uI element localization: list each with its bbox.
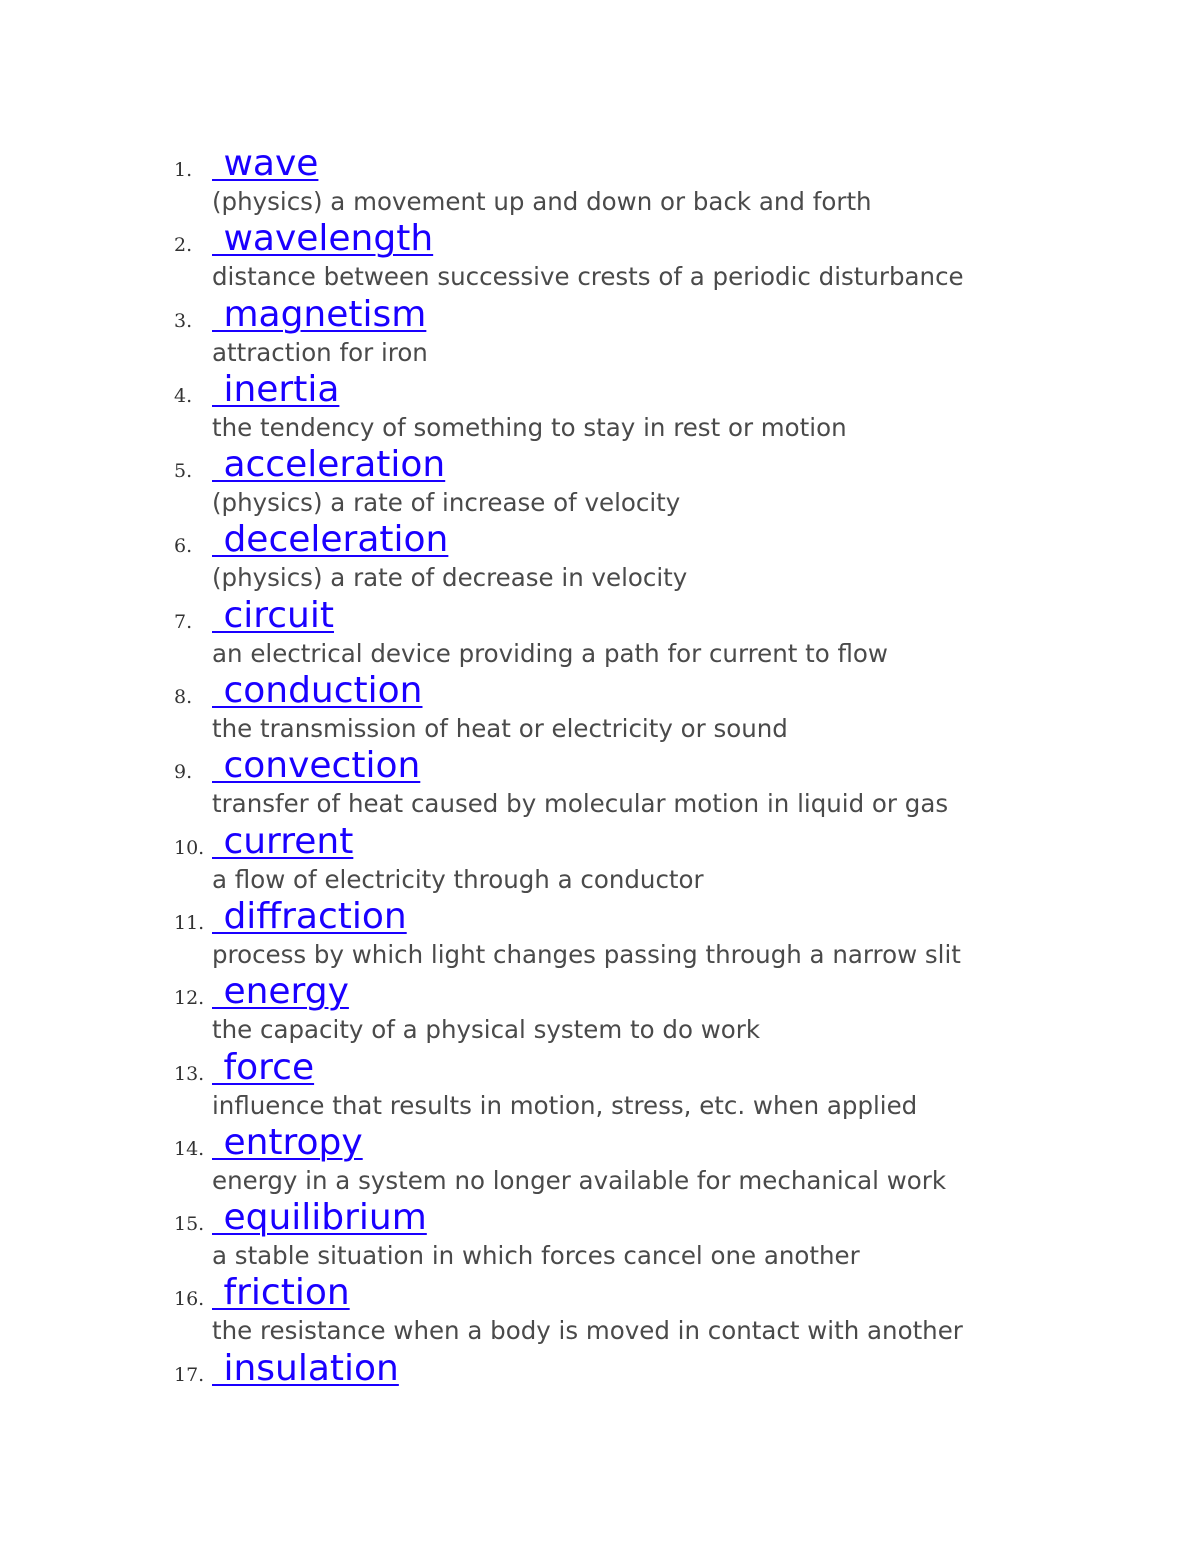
- term-definition: energy in a system no longer available for mechanical work: [212, 1165, 947, 1195]
- item-number: 15.: [174, 1213, 205, 1236]
- item-number: 16.: [174, 1288, 205, 1311]
- term-link[interactable]: force: [212, 1046, 315, 1088]
- term-definition: a stable situation in which forces cancel one another: [212, 1241, 860, 1271]
- term-definition: (physics) a movement up and down or back and forth: [212, 187, 872, 216]
- term-definition: process by which light changes passing through a narrow slit: [212, 939, 961, 969]
- list-item-14: [0, 1122, 1200, 1197]
- term-definition: the transmission of heat or electricity or sound: [212, 714, 788, 744]
- term-link[interactable]: wavelength: [212, 218, 434, 260]
- term-definition: the tendency of something to stay in rest or motion: [212, 412, 847, 442]
- list-item-5: [0, 444, 1200, 519]
- term-link[interactable]: acceleration: [212, 444, 446, 486]
- term-link[interactable]: equilibrium: [212, 1197, 427, 1239]
- list-item-10: [0, 821, 1200, 896]
- item-number: 4.: [174, 384, 193, 407]
- list-item-4: [0, 369, 1200, 444]
- list-item-13: [0, 1047, 1200, 1122]
- term-definition: distance between successive crests of a periodic disturbance: [212, 262, 964, 292]
- term-link[interactable]: diffraction: [212, 895, 407, 937]
- term-definition: (physics) a rate of decrease in velocity: [212, 563, 688, 593]
- list-item-2: [0, 218, 1200, 293]
- term-definition: the resistance when a body is moved in contact with another: [212, 1316, 963, 1346]
- list-item-9: [0, 745, 1200, 820]
- item-number: 11.: [174, 911, 205, 934]
- item-number: 6.: [174, 535, 193, 558]
- list-item-3: [0, 294, 1200, 369]
- item-number: 13.: [174, 1062, 205, 1085]
- list-item-16: [0, 1272, 1200, 1347]
- term-link[interactable]: current: [212, 820, 354, 862]
- term-link[interactable]: energy: [212, 971, 349, 1013]
- item-number: 5.: [174, 460, 193, 483]
- term-link[interactable]: conduction: [212, 670, 423, 712]
- list-item-1: [0, 143, 1200, 218]
- term-link[interactable]: wave: [212, 143, 319, 184]
- term-link[interactable]: convection: [212, 745, 421, 787]
- item-number: 1.: [174, 159, 193, 181]
- item-number: 12.: [174, 987, 205, 1010]
- item-number: 3.: [174, 309, 193, 332]
- term-definition: an electrical device providing a path for current to flow: [212, 638, 888, 668]
- term-definition: (physics) a rate of increase of velocity: [212, 488, 681, 518]
- term-definition: influence that results in motion, stress, etc. when applied: [212, 1090, 918, 1120]
- item-number: 8.: [174, 686, 193, 709]
- term-definition: the capacity of a physical system to do work: [212, 1015, 761, 1045]
- term-link[interactable]: entropy: [212, 1121, 363, 1163]
- vocabulary-list: [0, 143, 1200, 1423]
- term-link[interactable]: circuit: [212, 594, 334, 636]
- list-item-12: [0, 971, 1200, 1046]
- term-definition: a flow of electricity through a conductor: [212, 864, 704, 894]
- term-definition: attraction for iron: [212, 337, 428, 367]
- item-number: 17.: [174, 1363, 205, 1386]
- list-item-8: [0, 670, 1200, 745]
- item-number: 10.: [174, 836, 205, 859]
- term-link[interactable]: deceleration: [212, 519, 449, 561]
- list-item-17: [0, 1348, 1200, 1423]
- list-item-15: [0, 1197, 1200, 1272]
- list-item-6: [0, 519, 1200, 594]
- term-link[interactable]: inertia: [212, 368, 340, 410]
- list-item-11: [0, 896, 1200, 971]
- item-number: 2.: [174, 234, 193, 257]
- term-link[interactable]: magnetism: [212, 293, 427, 335]
- list-item-7: [0, 595, 1200, 670]
- term-link[interactable]: insulation: [212, 1347, 399, 1389]
- item-number: 14.: [174, 1137, 205, 1160]
- item-number: 9.: [174, 761, 193, 784]
- item-number: 7.: [174, 610, 193, 633]
- term-link[interactable]: friction: [212, 1272, 350, 1314]
- term-definition: transfer of heat caused by molecular motion in liquid or gas: [212, 789, 949, 819]
